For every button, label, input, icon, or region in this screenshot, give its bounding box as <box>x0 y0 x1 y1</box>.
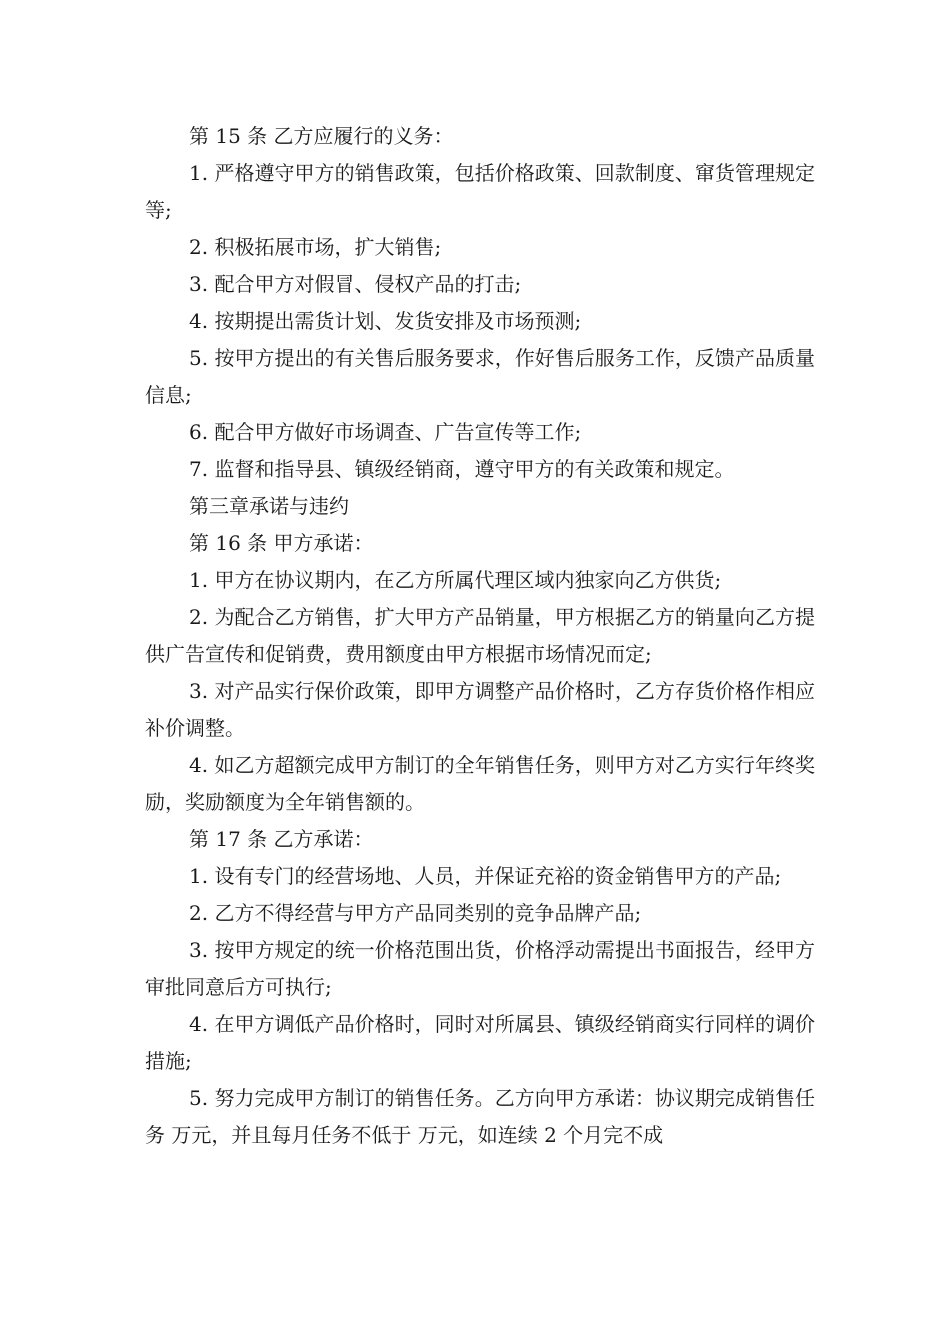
article-17-item-1: 1. 设有专门的经营场地、人员，并保证充裕的资金销售甲方的产品; <box>189 864 782 888</box>
article-15-item-3: 3. 配合甲方对假冒、侵权产品的打击; <box>189 272 522 296</box>
article-17-item-2: 2. 乙方不得经营与甲方产品同类别的竞争品牌产品; <box>189 901 642 925</box>
article-17-item-4: 4. 在甲方调低产品价格时，同时对所属县、镇级经销商实行同样的调价措施; <box>145 1012 815 1073</box>
chapter-3-heading: 第三章承诺与违约 <box>189 494 349 518</box>
article-17-item-5: 5. 努力完成甲方制订的销售任务。乙方向甲方承诺：协议期完成销售任务 万元，并且每月任务不低于 万元，如连续 2 个月完不成 <box>145 1086 815 1147</box>
article-15-item-7: 7. 监督和指导县、镇级经销商，遵守甲方的有关政策和规定。 <box>189 457 735 481</box>
article-15-heading: 第 15 条 乙方应履行的义务： <box>189 124 454 148</box>
article-15-item-5: 5. 按甲方提出的有关售后服务要求，作好售后服务工作，反馈产品质量信息; <box>145 346 815 407</box>
article-16-item-3: 3. 对产品实行保价政策，即甲方调整产品价格时，乙方存货价格作相应补价调整。 <box>145 679 815 740</box>
article-15-item-4: 4. 按期提出需货计划、发货安排及市场预测; <box>189 309 582 333</box>
article-15-item-1: 1. 严格遵守甲方的销售政策，包括价格政策、回款制度、窜货管理规定等; <box>145 161 815 222</box>
article-16-heading: 第 16 条 甲方承诺： <box>189 531 374 555</box>
article-15-item-2: 2. 积极拓展市场，扩大销售; <box>189 235 442 259</box>
article-17-heading: 第 17 条 乙方承诺： <box>189 827 374 851</box>
article-16-item-4: 4. 如乙方超额完成甲方制订的全年销售任务，则甲方对乙方实行年终奖励，奖励额度为全年销售额的。 <box>145 753 815 814</box>
article-16-item-1: 1. 甲方在协议期内，在乙方所属代理区域内独家向乙方供货; <box>189 568 722 592</box>
document-body <box>145 118 815 1154</box>
article-16-item-2: 2. 为配合乙方销售，扩大甲方产品销量，甲方根据乙方的销量向乙方提供广告宣传和促销费，费用额度由甲方根据市场情况而定; <box>145 605 815 666</box>
article-17-item-3: 3. 按甲方规定的统一价格范围出货，价格浮动需提出书面报告，经甲方审批同意后方可执行; <box>145 938 815 999</box>
article-15-item-6: 6. 配合甲方做好市场调查、广告宣传等工作; <box>189 420 582 444</box>
